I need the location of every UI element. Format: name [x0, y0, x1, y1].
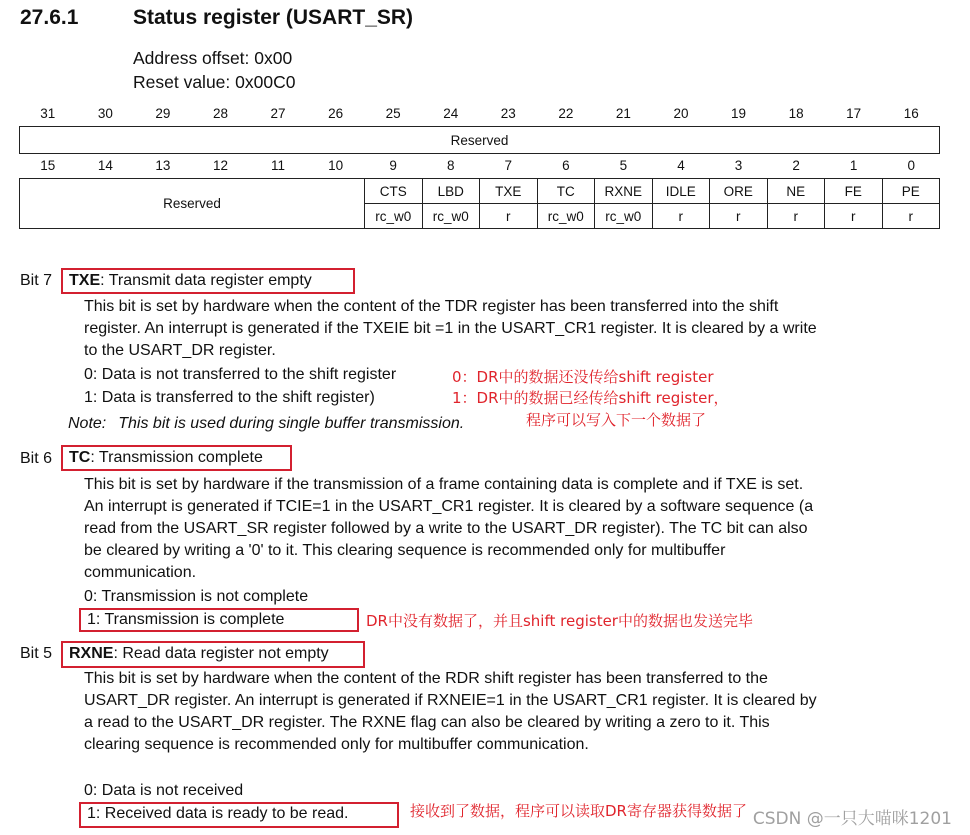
register-upper-bit-numbers	[19, 102, 940, 124]
bit6-field-desc: : Transmission complete	[90, 449, 263, 466]
bit-number-3: 3	[734, 157, 743, 173]
bit-number-9: 9	[389, 157, 397, 173]
register-lower-bit-numbers	[19, 154, 940, 176]
bit7-value1: 1: Data is transferred to the shift register)	[84, 389, 375, 406]
bit6-label: Bit 6	[20, 450, 53, 467]
bit-number-17: 17	[846, 105, 862, 121]
bit7-label: Bit 7	[20, 272, 53, 289]
field-lbd: LBD	[422, 179, 480, 204]
bit-number-5: 5	[619, 157, 628, 173]
bit7-note-text: This bit is used during single buffer transmission.	[118, 415, 465, 432]
field-fe: FE	[825, 179, 883, 204]
bit5-annotation: 接收到了数据，程序可以读取DR寄存器获得数据了	[410, 802, 747, 820]
field-idle: IDLE	[652, 179, 710, 204]
field-tc: TC	[537, 179, 595, 204]
bit6-value0: 0: Transmission is not complete	[84, 588, 309, 605]
bit-number-26: 26	[328, 105, 344, 121]
field-pe: PE	[882, 179, 940, 204]
field-access-fe: r	[825, 204, 883, 229]
bit7-value0: 0: Data is not transferred to the shift register	[84, 366, 397, 383]
field-txe: TXE	[480, 179, 538, 204]
bit-number-22: 22	[558, 105, 574, 121]
field-access-rxne: rc_w0	[595, 204, 653, 229]
field-access-ne: r	[767, 204, 825, 229]
bit-number-20: 20	[673, 105, 689, 121]
bit5-value1-box	[79, 802, 399, 828]
bit-number-7: 7	[504, 157, 513, 173]
bit-number-0: 0	[907, 157, 915, 173]
bit5-label: Bit 5	[20, 645, 53, 662]
bit7-title-box	[61, 268, 355, 294]
lower-reserved-field: Reserved	[20, 179, 365, 229]
bit7-note-label: Note:	[68, 415, 107, 432]
address-offset: Address offset: 0x00	[133, 48, 293, 68]
bit5-field-name: RXNE	[69, 645, 114, 662]
bit6-annotation: DR中没有数据了，并且shift register中的数据也发送完毕	[366, 612, 753, 630]
bit-number-12: 12	[212, 157, 228, 173]
field-rxne: RXNE	[595, 179, 653, 204]
bit-number-13: 13	[155, 157, 171, 173]
bit-number-27: 27	[270, 105, 286, 121]
bit-number-19: 19	[731, 105, 747, 121]
bit6-value1-box	[79, 608, 359, 632]
field-access-pe: r	[882, 204, 940, 229]
bit-number-30: 30	[97, 105, 113, 121]
field-cts: CTS	[365, 179, 423, 204]
bit-number-29: 29	[155, 105, 171, 121]
field-access-idle: r	[652, 204, 710, 229]
field-access-txe: r	[480, 204, 538, 229]
bit-number-23: 23	[500, 105, 516, 121]
bit-number-18: 18	[788, 105, 804, 121]
register-lower-fields	[19, 178, 940, 229]
bit-number-25: 25	[385, 105, 401, 121]
bit5-title-box	[61, 641, 365, 668]
bit6-field-name: TC	[69, 449, 91, 466]
bit-number-15: 15	[40, 157, 56, 173]
bit-number-1: 1	[849, 157, 858, 173]
field-ore: ORE	[710, 179, 768, 204]
bit6-title-box	[61, 445, 292, 471]
page-title: Status register (USART_SR)	[133, 6, 414, 29]
bit6-value1: 1: Transmission is complete	[87, 611, 285, 628]
bit-number-10: 10	[328, 157, 344, 173]
bit7-annotation1: 1：DR中的数据已经传给shift register，	[452, 389, 729, 407]
bit7-field-name: TXE	[69, 272, 101, 289]
bit5-value0: 0: Data is not received	[84, 782, 244, 799]
bit-number-21: 21	[615, 105, 631, 121]
bit-number-16: 16	[903, 105, 919, 121]
bit-number-2: 2	[792, 157, 800, 173]
bit5-field-desc: : Read data register not empty	[113, 645, 329, 662]
section-number: 27.6.1	[20, 6, 79, 29]
bit5-description: This bit is set by hardware when the content of the RDR shift register has been transferred to the USART_DR register. An interrupt is generated if RXNEIE=1 in the USART_CR1 register. It is cleared by a read to the USART_DR register. The RXNE flag can also be cleared by writing a zero to it. This clearing sequence is recommended only for multibuffer communication.	[84, 670, 817, 753]
bit7-annotation0: 0：DR中的数据还没传给shift register	[452, 368, 714, 386]
bit-number-28: 28	[212, 105, 228, 121]
bit6-description: This bit is set by hardware if the transmission of a frame containing data is complete and if TXE is set. An interrupt is generated if TCIE=1 in the USART_CR1 register. It is cleared by a software sequence (a read from the USART_SR register followed by a write to the USART_DR register). The TC bit can also be cleared by writing a '0' to it. This clearing sequence is recommended only for multibuffer communication.	[84, 476, 814, 581]
bit5-value1: 1: Received data is ready to be read.	[87, 805, 349, 822]
bit-number-6: 6	[562, 157, 570, 173]
field-access-tc: rc_w0	[537, 204, 595, 229]
watermark: CSDN @一只大喵咪1201	[752, 809, 952, 829]
bit-number-31: 31	[40, 105, 56, 121]
bit7-field-desc: : Transmit data register empty	[100, 272, 312, 289]
bit7-description: This bit is set by hardware when the content of the TDR register has been transferred into the shift register. An interrupt is generated if the TXEIE bit =1 in the USART_CR1 register. It is cleared by a write to the USART_DR register.	[84, 298, 817, 359]
bit-number-4: 4	[677, 157, 685, 173]
upper-reserved-field: Reserved	[20, 127, 940, 154]
field-ne: NE	[767, 179, 825, 204]
reset-value: Reset value: 0x00C0	[133, 72, 296, 92]
field-access-lbd: rc_w0	[422, 204, 480, 229]
bit-number-11: 11	[271, 157, 286, 173]
bit7-annotation2: 程序可以写入下一个数据了	[526, 411, 707, 429]
bit-number-8: 8	[446, 157, 455, 173]
bit7-note	[68, 415, 464, 433]
field-access-cts: rc_w0	[365, 204, 423, 229]
bit-number-14: 14	[97, 157, 113, 173]
bit-number-24: 24	[443, 105, 459, 121]
register-upper-fields	[19, 126, 940, 154]
field-access-ore: r	[710, 204, 768, 229]
